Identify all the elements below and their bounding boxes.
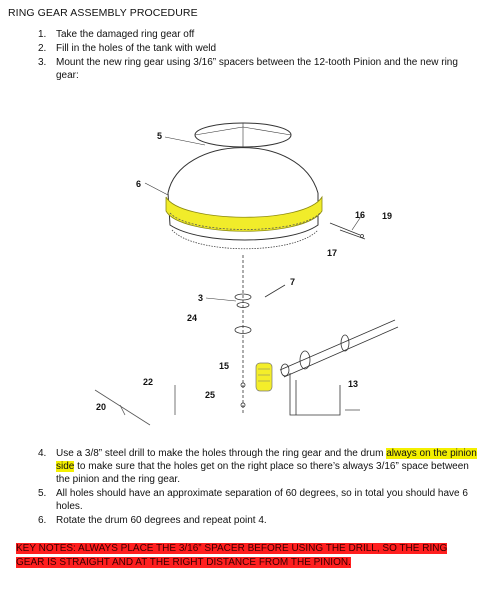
- highlighted-text: always on the pinion side: [56, 448, 477, 472]
- step-item: 2. Fill in the holes of the tank with weld: [38, 43, 217, 54]
- ring-gear-exploded-diagram: [0, 115, 493, 435]
- bolt-set: [330, 223, 365, 239]
- step-item: 1. Take the damaged ring gear off: [38, 29, 195, 40]
- key-notes-text: KEY NOTES: ALWAYS PLACE THE 3/16” SPACER BEFORE USING THE DRILL, SO THE RING GEAR IS STRAIGHT AND AT THE RIGHT DISTANCE FROM THE PINION.: [16, 543, 448, 568]
- callout-19: 19: [382, 211, 393, 221]
- pinion: [256, 363, 272, 391]
- ring-gear: [166, 197, 322, 249]
- step-item: 3. Mount the new ring gear using 3/16” spacers between the 12-tooth Pinion and the new ring gear:: [38, 57, 458, 81]
- step-item: 6. Rotate the drum 60 degrees and repeat point 4.: [38, 515, 267, 526]
- callout-15: 15: [219, 361, 230, 371]
- callout-17: 17: [327, 248, 338, 258]
- callout-24: 24: [187, 313, 198, 323]
- callout-6: 6: [136, 179, 142, 189]
- callout-22: 22: [143, 377, 154, 387]
- step-item: 4. Use a 3/8” steel drill to make the holes through the ring gear and the drum always on the pinion side to make sure that the holes get on the right place so there’s always 3/16” space between the pinion and the ring gear.: [38, 448, 477, 485]
- callout-13: 13: [348, 379, 359, 389]
- steps-list-bottom: [38, 447, 478, 528]
- base-frame: [95, 385, 360, 425]
- callout-7: 7: [290, 277, 296, 287]
- callout-20: 20: [96, 402, 107, 412]
- callout-3: 3: [198, 293, 204, 303]
- drive-shaft: [280, 320, 398, 415]
- callout-25: 25: [205, 390, 216, 400]
- steps-list-top: [38, 28, 478, 83]
- callout-5: 5: [157, 131, 163, 141]
- callout-16: 16: [355, 210, 366, 220]
- step-item: 5. All holes should have an approximate separation of 60 degrees, so in total you should have 6 holes.: [38, 488, 468, 512]
- key-notes: [16, 542, 478, 570]
- document-title: RING GEAR ASSEMBLY PROCEDURE: [8, 7, 198, 19]
